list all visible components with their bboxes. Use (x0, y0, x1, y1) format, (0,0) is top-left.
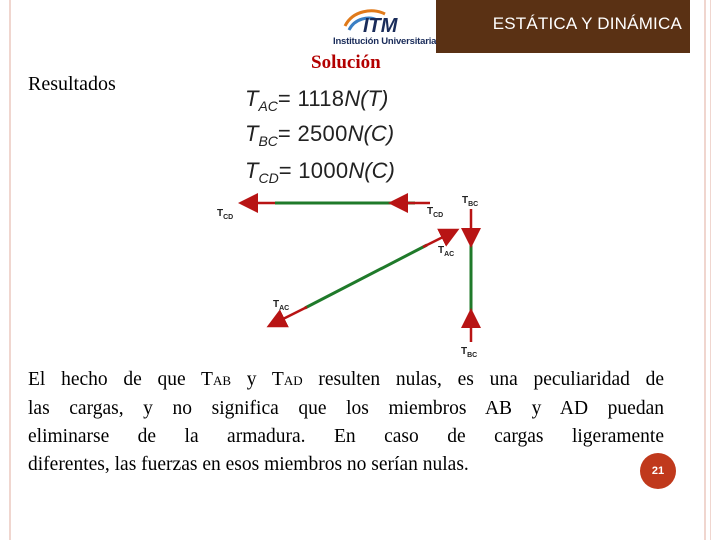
page-number-badge: 21 (640, 453, 676, 489)
eq-unit: N (348, 158, 365, 183)
member-ac (305, 245, 427, 308)
eq-symbol: T (245, 158, 259, 183)
equation-tbc (245, 121, 394, 147)
label-tbc-bottom: $T_{BC}$ (461, 346, 478, 359)
left-margin-rule (9, 0, 11, 540)
equation-tcd (245, 158, 395, 184)
eq-subscript: AC (258, 98, 278, 114)
eq-type: (C) (363, 121, 395, 146)
eq-value: = 1000 (278, 158, 349, 183)
label-tcd-right: $T_{CD}$ (427, 206, 444, 219)
eq-type: (T) (360, 86, 389, 111)
force-diagram (205, 185, 505, 360)
eq-subscript: CD (258, 170, 279, 186)
paragraph-line-2: las cargas, y no significa que los miembros AB y AD puedan (28, 398, 664, 419)
label-tbc-top: $T_{BC}$ (462, 195, 479, 208)
right-margin-rule (704, 0, 706, 540)
logo-institution-text: Institución Universitaria (333, 36, 437, 47)
eq-value: = 2500 (277, 121, 348, 146)
right-margin-rule-outer (710, 0, 711, 540)
explanation-paragraph (28, 366, 664, 479)
eq-unit: N (347, 121, 364, 146)
label-tac-low: $T_{AC}$ (273, 299, 290, 312)
logo-mark: ITM (363, 15, 398, 37)
label-tcd-left: $T_{CD}$ (217, 208, 234, 221)
equation-tac (245, 86, 388, 112)
eq-type: (C) (364, 158, 395, 183)
paragraph-line-3: eliminarse de la armadura. En caso de cargas ligeramente (28, 426, 664, 447)
eq-symbol: T (245, 121, 259, 146)
eq-subscript: BC (258, 133, 278, 149)
eq-unit: N (344, 86, 361, 111)
paragraph-line-1: El hecho de que TAB y TAD resulten nulas, es una peculiaridad de (28, 369, 665, 390)
eq-symbol: T (245, 86, 259, 111)
paragraph-line-4: diferentes, las fuerzas en esos miembros no serían nulas. (28, 454, 469, 475)
section-label: Resultados (28, 73, 116, 95)
course-title: ESTÁTICA Y DINÁMICA (492, 14, 682, 33)
eq-value: = 1118 (277, 86, 345, 111)
solution-label: Solución (311, 52, 381, 73)
label-tac-mid: $T_{AC}$ (438, 245, 455, 258)
